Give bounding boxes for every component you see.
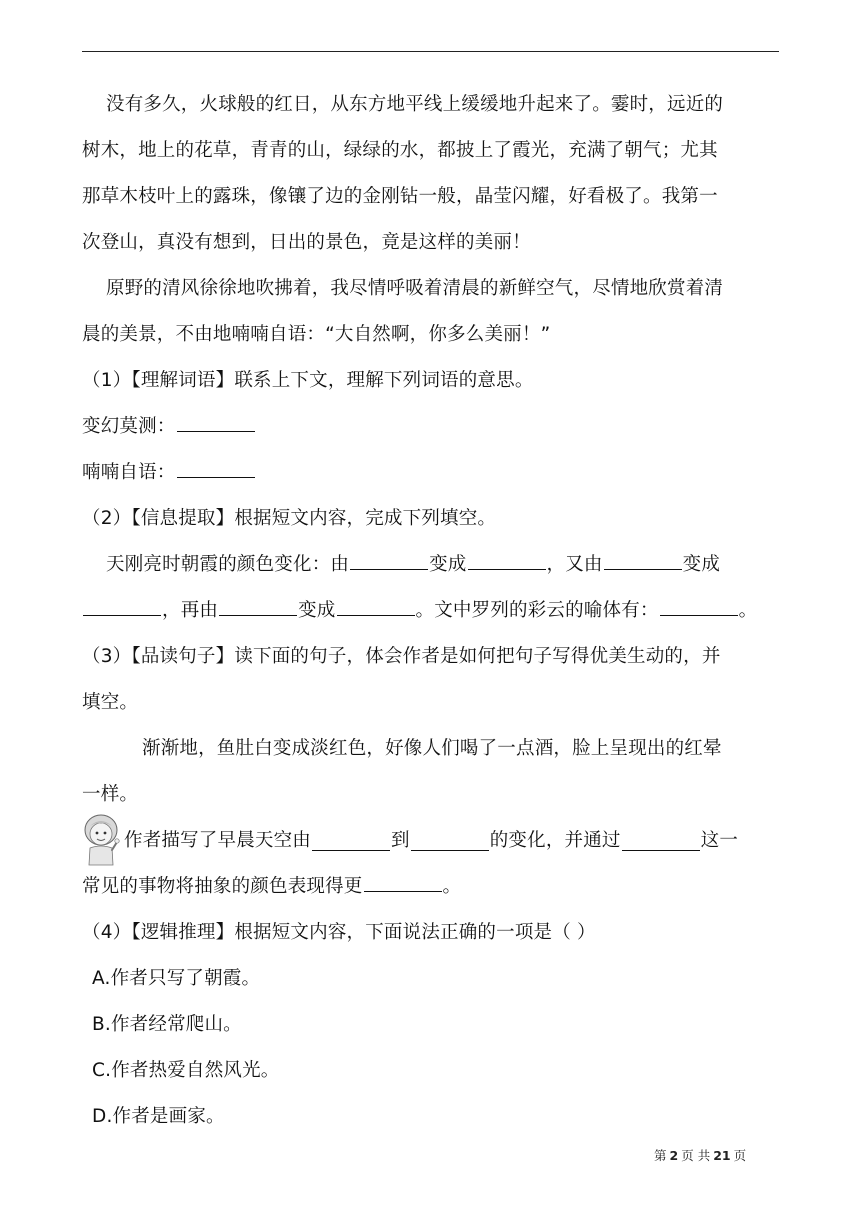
q3-text: 作者描写了早晨天空由 (124, 830, 312, 851)
q4-option-d[interactable]: D.作者是画家。 (92, 1106, 225, 1127)
q1-item2-label: 喃喃自语： (82, 462, 176, 483)
passage-p1-line1: 没有多久，火球般的红日，从东方地平线上缓缓地升起来了。霎时，远近的 (106, 94, 724, 115)
q2-blank-7[interactable] (660, 597, 738, 616)
q2-text: ，再由 (162, 600, 219, 621)
footer-text: 页 共 (681, 1148, 711, 1163)
page-footer (654, 1146, 746, 1164)
q1-item1-blank[interactable] (177, 413, 255, 432)
passage-p2-line1: 原野的清风徐徐地吹拂着，我尽情呼吸着清晨的新鲜空气，尽情地欣赏着清 (106, 278, 724, 299)
q3-quote-line1: 渐渐地，鱼肚白变成淡红色，好像人们喝了一点酒，脸上呈现出的红晕 (142, 738, 722, 759)
q2-blank-4[interactable] (83, 597, 161, 616)
q2-text: 变成 (682, 554, 721, 575)
q3-text: 。 (442, 876, 462, 897)
q3-text: 这一 (700, 830, 739, 851)
q2-text: 天刚亮时朝霞的颜色变化：由 (106, 554, 350, 575)
q3-blank-2[interactable] (411, 832, 489, 851)
footer-text: 第 (654, 1148, 667, 1163)
q3-line1 (82, 818, 779, 864)
q2-line1 (82, 542, 779, 588)
passage-p1-line2: 树木，地上的花草，青青的山，绿绿的水，都披上了霞光，充满了朝气；尤其 (82, 140, 718, 161)
q3-blank-1[interactable] (312, 832, 390, 851)
q3-text: 的变化，并通过 (489, 830, 621, 851)
footer-text: 页 (733, 1148, 747, 1163)
q3-text: 常见的事物将抽象的颜色表现得更 (82, 876, 363, 897)
cartoon-girl-icon (82, 812, 120, 866)
q2-title: （2）【信息提取】根据短文内容，完成下列填空。 (82, 508, 497, 529)
q2-text: 变成 (429, 554, 467, 575)
q4-option-a[interactable]: A.作者只写了朝霞。 (92, 968, 261, 989)
passage-p1-line3: 那草木枝叶上的露珠，像镶了边的金刚钻一般，晶莹闪耀，好看极了。我第一 (82, 186, 718, 207)
passage-p2-line2: 晨的美景，不由地喃喃自语：“大自然啊，你多么美丽！” (82, 324, 551, 345)
footer-page-number: 2 (669, 1148, 679, 1163)
q3-line2 (82, 864, 779, 910)
q2-blank-2[interactable] (468, 551, 546, 570)
passage-p1-line4: 次登山，真没有想到，日出的景色，竟是这样的美丽！ (82, 232, 531, 253)
q3-title-line1: （3）【品读句子】读下面的句子，体会作者是如何把句子写得优美生动的，并 (82, 646, 721, 667)
q1-item1-label: 变幻莫测： (82, 416, 176, 437)
q3-blank-4[interactable] (364, 873, 442, 892)
q1-title: （1）【理解词语】联系上下文，理解下列词语的意思。 (82, 370, 534, 391)
q2-text: ，又由 (546, 554, 603, 575)
q3-quote-line2: 一样。 (82, 784, 139, 805)
q2-blank-1[interactable] (350, 551, 428, 570)
q2-text: 变成 (298, 600, 336, 621)
header-rule (82, 51, 779, 52)
q2-blank-6[interactable] (337, 597, 415, 616)
document-page (82, 82, 779, 1140)
q2-text: 。 (738, 600, 758, 621)
footer-total-pages: 21 (713, 1148, 731, 1163)
q3-title-line2: 填空。 (82, 692, 139, 713)
q3-blank-3[interactable] (622, 832, 700, 851)
q1-item2-blank[interactable] (177, 459, 255, 478)
q2-text: 。文中罗列的彩云的喻体有： (415, 600, 659, 621)
q3-text: 到 (391, 830, 410, 851)
q2-line2 (82, 588, 779, 634)
q1-item1 (82, 404, 779, 450)
q4-option-c[interactable]: C.作者热爱自然风光。 (92, 1060, 280, 1081)
q4-title: （4）【逻辑推理】根据短文内容，下面说法正确的一项是（ ） (82, 922, 596, 943)
q4-option-b[interactable]: B.作者经常爬山。 (92, 1014, 242, 1035)
q2-blank-5[interactable] (219, 597, 297, 616)
q2-blank-3[interactable] (604, 551, 682, 570)
q1-item2 (82, 450, 779, 496)
